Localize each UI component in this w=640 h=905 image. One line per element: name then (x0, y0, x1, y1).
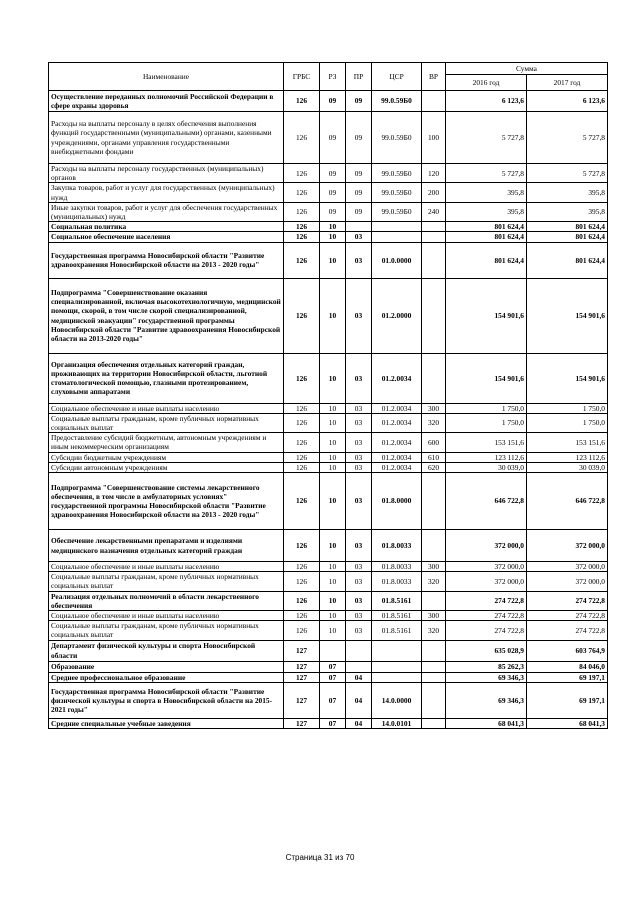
cell-rz: 10 (320, 403, 346, 413)
cell-2017: 154 901,6 (527, 278, 608, 353)
header-rz: РЗ (320, 63, 346, 91)
cell-2017: 801 624,4 (527, 232, 608, 242)
cell-2017: 5 727,8 (527, 112, 608, 164)
table-row (49, 672, 608, 682)
cell-rz: 10 (320, 473, 346, 530)
table-row (49, 452, 608, 462)
cell-name: Государственная программа Новосибирской области "Развитие физической культуры и спорта в Новосибирской области на 2015-2021 годы" (49, 682, 284, 718)
cell-csr (372, 222, 422, 232)
cell-csr: 01.8.0033 (372, 572, 422, 591)
table-row (49, 611, 608, 621)
cell-pr: 03 (346, 611, 372, 621)
cell-vr: 620 (422, 462, 446, 472)
cell-2016: 5 727,8 (446, 164, 527, 183)
cell-vr: 240 (422, 202, 446, 221)
cell-rz (320, 640, 346, 661)
cell-pr: 09 (346, 183, 372, 202)
cell-2017: 1 750,0 (527, 413, 608, 432)
cell-2017: 68 041,3 (527, 718, 608, 728)
cell-csr: 01.0.0000 (372, 242, 422, 278)
cell-2017: 153 151,6 (527, 433, 608, 452)
cell-vr (422, 242, 446, 278)
cell-grbs: 127 (284, 640, 320, 661)
cell-2017: 6 123,6 (527, 91, 608, 112)
cell-rz: 07 (320, 718, 346, 728)
cell-name: Социальная политика (49, 222, 284, 232)
cell-vr: 300 (422, 562, 446, 572)
cell-name: Социальные выплаты гражданам, кроме публичных нормативных социальных выплат (49, 621, 284, 640)
header-sum: Сумма (446, 63, 608, 75)
cell-name: Предоставление субсидий бюджетным, автономным учреждениям и иным некоммерческим организациям (49, 433, 284, 452)
cell-rz: 10 (320, 242, 346, 278)
cell-rz: 10 (320, 562, 346, 572)
cell-vr: 200 (422, 183, 446, 202)
cell-pr: 03 (346, 232, 372, 242)
cell-vr (422, 591, 446, 610)
cell-vr (422, 91, 446, 112)
cell-name: Среднее профессиональное образование (49, 672, 284, 682)
cell-2016: 801 624,4 (446, 222, 527, 232)
cell-2017: 1 750,0 (527, 403, 608, 413)
header-year-2016: 2016 год (446, 75, 527, 91)
cell-rz: 10 (320, 433, 346, 452)
cell-2017: 69 197,1 (527, 672, 608, 682)
cell-name: Подпрограмма "Совершенствование системы лекарственного обеспечения, в том числе в амбулаторных условиях" государственной программы Новосибирской области "Развитие здравоохранения Новосибирской области на 2013 - 2020 годы" (49, 473, 284, 530)
cell-name: Иные закупки товаров, работ и услуг для обеспечения государственных (муниципальных) нужд (49, 202, 284, 221)
cell-pr: 04 (346, 682, 372, 718)
cell-name: Социальное обеспечение и иные выплаты населению (49, 562, 284, 572)
cell-2016: 395,8 (446, 202, 527, 221)
page-number: Страница 31 из 70 (285, 853, 355, 862)
cell-pr: 09 (346, 164, 372, 183)
cell-name: Социальные выплаты гражданам, кроме публичных нормативных социальных выплат (49, 572, 284, 591)
cell-csr: 14.0.0000 (372, 682, 422, 718)
cell-name: Государственная программа Новосибирской области "Развитие здравоохранения Новосибирской области на 2013 - 2020 годы" (49, 242, 284, 278)
cell-name: Организация обеспечения отдельных категорий граждан, проживающих на территории Новосибирской области, льготной стоматологической помощью, глазными протезированием, слуховыми аппаратами (49, 353, 284, 403)
cell-2016: 69 346,3 (446, 672, 527, 682)
cell-2017: 372 000,0 (527, 530, 608, 562)
cell-2017: 30 039,0 (527, 462, 608, 472)
budget-table (48, 62, 608, 729)
table-row (49, 202, 608, 221)
cell-name: Субсидии бюджетным учреждениям (49, 452, 284, 462)
cell-grbs: 126 (284, 572, 320, 591)
cell-grbs: 126 (284, 562, 320, 572)
cell-name: Департамент физической культуры и спорта Новосибирской области (49, 640, 284, 661)
cell-name: Реализация отдельных полномочий в области лекарственного обеспечения (49, 591, 284, 610)
table-row (49, 718, 608, 728)
cell-grbs: 126 (284, 164, 320, 183)
table-row (49, 183, 608, 202)
cell-2017: 274 722,8 (527, 591, 608, 610)
cell-name: Подпрограмма "Совершенствование оказания специализированной, включая высокотехнологичную, медицинской помощи, скорой, в том числе скорой специализированной, медицинской эвакуации" государственной программы Новосибирской области "Развитие здравоохранения Новосибирской области на 2013-2020 годы" (49, 278, 284, 353)
cell-grbs: 126 (284, 242, 320, 278)
cell-grbs: 127 (284, 718, 320, 728)
cell-grbs: 126 (284, 202, 320, 221)
cell-pr: 03 (346, 591, 372, 610)
cell-2017: 801 624,4 (527, 222, 608, 232)
cell-vr (422, 661, 446, 672)
cell-vr: 320 (422, 621, 446, 640)
cell-rz: 07 (320, 672, 346, 682)
cell-2016: 274 722,8 (446, 611, 527, 621)
header-pr: ПР (346, 63, 372, 91)
cell-grbs: 126 (284, 621, 320, 640)
cell-2017: 372 000,0 (527, 562, 608, 572)
cell-csr: 99.0.59Б0 (372, 164, 422, 183)
cell-grbs: 126 (284, 278, 320, 353)
cell-grbs: 126 (284, 112, 320, 164)
table-row (49, 682, 608, 718)
cell-rz: 10 (320, 591, 346, 610)
cell-pr: 04 (346, 672, 372, 682)
cell-2017: 395,8 (527, 183, 608, 202)
table-row (49, 591, 608, 610)
cell-name: Социальное обеспечение населения (49, 232, 284, 242)
table-row (49, 562, 608, 572)
cell-csr: 01.2.0034 (372, 452, 422, 462)
table-body (49, 91, 608, 729)
cell-csr: 01.8.5161 (372, 611, 422, 621)
cell-2016: 123 112,6 (446, 452, 527, 462)
cell-vr (422, 222, 446, 232)
cell-csr: 01.2.0000 (372, 278, 422, 353)
table-row (49, 353, 608, 403)
cell-vr (422, 718, 446, 728)
table-row (49, 572, 608, 591)
table-row (49, 112, 608, 164)
cell-rz: 09 (320, 202, 346, 221)
cell-grbs: 126 (284, 462, 320, 472)
table-row (49, 462, 608, 472)
cell-name: Осуществление переданных полномочий Российской Федерации в сфере охраны здоровья (49, 91, 284, 112)
cell-pr: 03 (346, 530, 372, 562)
header-vr: ВР (422, 63, 446, 91)
cell-csr: 99.0.59Б0 (372, 183, 422, 202)
cell-csr: 01.8.0000 (372, 473, 422, 530)
cell-rz: 10 (320, 530, 346, 562)
cell-pr: 03 (346, 562, 372, 572)
table-row (49, 661, 608, 672)
cell-grbs: 126 (284, 353, 320, 403)
cell-vr: 600 (422, 433, 446, 452)
cell-pr: 09 (346, 202, 372, 221)
table-row (49, 222, 608, 232)
cell-csr: 01.8.5161 (372, 621, 422, 640)
cell-rz: 09 (320, 164, 346, 183)
cell-vr: 610 (422, 452, 446, 462)
cell-csr (372, 672, 422, 682)
cell-grbs: 126 (284, 530, 320, 562)
cell-vr (422, 682, 446, 718)
header-name: Наименование (49, 63, 284, 91)
cell-pr: 03 (346, 452, 372, 462)
cell-name: Обеспечение лекарственными препаратами и изделиями медицинского назначения отдельных категорий граждан (49, 530, 284, 562)
cell-csr: 01.2.0034 (372, 462, 422, 472)
cell-csr: 01.2.0034 (372, 433, 422, 452)
cell-vr (422, 278, 446, 353)
cell-2017: 603 764,9 (527, 640, 608, 661)
cell-2016: 801 624,4 (446, 242, 527, 278)
cell-vr (422, 353, 446, 403)
cell-2017: 5 727,8 (527, 164, 608, 183)
cell-grbs: 126 (284, 433, 320, 452)
cell-name: Социальное обеспечение и иные выплаты населению (49, 403, 284, 413)
cell-pr: 09 (346, 112, 372, 164)
cell-vr: 100 (422, 112, 446, 164)
cell-csr: 14.0.0101 (372, 718, 422, 728)
cell-rz: 07 (320, 682, 346, 718)
cell-vr (422, 473, 446, 530)
cell-vr: 300 (422, 403, 446, 413)
cell-pr: 09 (346, 91, 372, 112)
cell-rz: 10 (320, 278, 346, 353)
cell-rz: 10 (320, 572, 346, 591)
table-row (49, 473, 608, 530)
table-row (49, 242, 608, 278)
cell-pr: 03 (346, 621, 372, 640)
cell-2016: 154 901,6 (446, 278, 527, 353)
cell-grbs: 126 (284, 473, 320, 530)
cell-rz: 10 (320, 222, 346, 232)
cell-csr: 01.2.0034 (372, 403, 422, 413)
table-row (49, 413, 608, 432)
cell-2017: 274 722,8 (527, 621, 608, 640)
cell-csr: 99.0.59Б0 (372, 91, 422, 112)
cell-2016: 646 722,8 (446, 473, 527, 530)
cell-grbs: 127 (284, 682, 320, 718)
cell-grbs: 126 (284, 591, 320, 610)
cell-2017: 372 000,0 (527, 572, 608, 591)
cell-2016: 6 123,6 (446, 91, 527, 112)
cell-vr: 320 (422, 413, 446, 432)
cell-2017: 801 624,4 (527, 242, 608, 278)
cell-2017: 123 112,6 (527, 452, 608, 462)
cell-2017: 274 722,8 (527, 611, 608, 621)
cell-vr (422, 530, 446, 562)
cell-grbs: 126 (284, 232, 320, 242)
cell-rz: 09 (320, 91, 346, 112)
cell-rz: 09 (320, 112, 346, 164)
cell-rz: 10 (320, 462, 346, 472)
cell-2016: 372 000,0 (446, 572, 527, 591)
cell-pr: 03 (346, 278, 372, 353)
header-year-2017: 2017 год (527, 75, 608, 91)
cell-2016: 85 262,3 (446, 661, 527, 672)
cell-grbs: 126 (284, 403, 320, 413)
cell-rz: 10 (320, 413, 346, 432)
cell-vr (422, 640, 446, 661)
cell-grbs: 126 (284, 452, 320, 462)
cell-name: Социальное обеспечение и иные выплаты населению (49, 611, 284, 621)
cell-2016: 801 624,4 (446, 232, 527, 242)
cell-csr (372, 640, 422, 661)
cell-2016: 1 750,0 (446, 403, 527, 413)
cell-csr: 01.8.0033 (372, 562, 422, 572)
cell-name: Закупка товаров, работ и услуг для государственных (муниципальных) нужд (49, 183, 284, 202)
cell-pr: 03 (346, 473, 372, 530)
cell-csr: 99.0.59Б0 (372, 202, 422, 221)
table-row (49, 91, 608, 112)
cell-csr (372, 661, 422, 672)
cell-pr: 04 (346, 718, 372, 728)
cell-2016: 153 151,6 (446, 433, 527, 452)
cell-2016: 68 041,3 (446, 718, 527, 728)
table-row (49, 530, 608, 562)
cell-grbs: 127 (284, 672, 320, 682)
cell-pr (346, 661, 372, 672)
cell-name: Образование (49, 661, 284, 672)
cell-vr: 120 (422, 164, 446, 183)
cell-grbs: 126 (284, 91, 320, 112)
cell-pr: 03 (346, 433, 372, 452)
cell-pr (346, 222, 372, 232)
cell-2016: 30 039,0 (446, 462, 527, 472)
cell-name: Субсидии автономным учреждениям (49, 462, 284, 472)
cell-rz: 10 (320, 611, 346, 621)
cell-pr: 03 (346, 353, 372, 403)
cell-rz: 10 (320, 232, 346, 242)
table-row (49, 164, 608, 183)
cell-pr: 03 (346, 572, 372, 591)
cell-csr: 99.0.59Б0 (372, 112, 422, 164)
cell-2016: 69 346,3 (446, 682, 527, 718)
cell-rz: 07 (320, 661, 346, 672)
cell-rz: 10 (320, 452, 346, 462)
cell-2017: 154 901,6 (527, 353, 608, 403)
cell-pr: 03 (346, 403, 372, 413)
cell-2016: 635 028,9 (446, 640, 527, 661)
cell-grbs: 126 (284, 183, 320, 202)
table-row (49, 232, 608, 242)
header-grbs: ГРБС (284, 63, 320, 91)
table-row (49, 621, 608, 640)
table-row (49, 640, 608, 661)
cell-pr: 03 (346, 242, 372, 278)
cell-csr: 01.8.5161 (372, 591, 422, 610)
cell-rz: 09 (320, 183, 346, 202)
cell-2016: 372 000,0 (446, 562, 527, 572)
cell-pr: 03 (346, 413, 372, 432)
cell-name: Расходы на выплаты персоналу государственных (муниципальных) органов (49, 164, 284, 183)
cell-name: Средние специальные учебные заведения (49, 718, 284, 728)
cell-grbs: 127 (284, 661, 320, 672)
cell-2016: 274 722,8 (446, 591, 527, 610)
cell-vr (422, 672, 446, 682)
cell-2017: 646 722,8 (527, 473, 608, 530)
cell-grbs: 126 (284, 413, 320, 432)
cell-csr: 01.8.0033 (372, 530, 422, 562)
table-row (49, 403, 608, 413)
table-row (49, 278, 608, 353)
cell-name: Социальные выплаты гражданам, кроме публичных нормативных социальных выплат (49, 413, 284, 432)
cell-vr: 320 (422, 572, 446, 591)
table-row (49, 433, 608, 452)
cell-pr (346, 640, 372, 661)
cell-2017: 84 046,0 (527, 661, 608, 672)
cell-2016: 274 722,8 (446, 621, 527, 640)
cell-2016: 154 901,6 (446, 353, 527, 403)
cell-rz: 10 (320, 353, 346, 403)
cell-2017: 395,8 (527, 202, 608, 221)
cell-csr: 01.2.0034 (372, 413, 422, 432)
cell-2016: 5 727,8 (446, 112, 527, 164)
cell-2017: 69 197,1 (527, 682, 608, 718)
cell-pr: 03 (346, 462, 372, 472)
cell-2016: 1 750,0 (446, 413, 527, 432)
cell-grbs: 126 (284, 222, 320, 232)
cell-name: Расходы на выплаты персоналу в целях обеспечения выполнения функций государственными (муниципальными) органами, казенными учреждениями, органами управления государственными внебюджетными фондами (49, 112, 284, 164)
cell-2016: 372 000,0 (446, 530, 527, 562)
cell-csr (372, 232, 422, 242)
cell-vr (422, 232, 446, 242)
cell-2016: 395,8 (446, 183, 527, 202)
header-csr: ЦСР (372, 63, 422, 91)
cell-csr: 01.2.0034 (372, 353, 422, 403)
cell-vr: 300 (422, 611, 446, 621)
cell-grbs: 126 (284, 611, 320, 621)
cell-rz: 10 (320, 621, 346, 640)
